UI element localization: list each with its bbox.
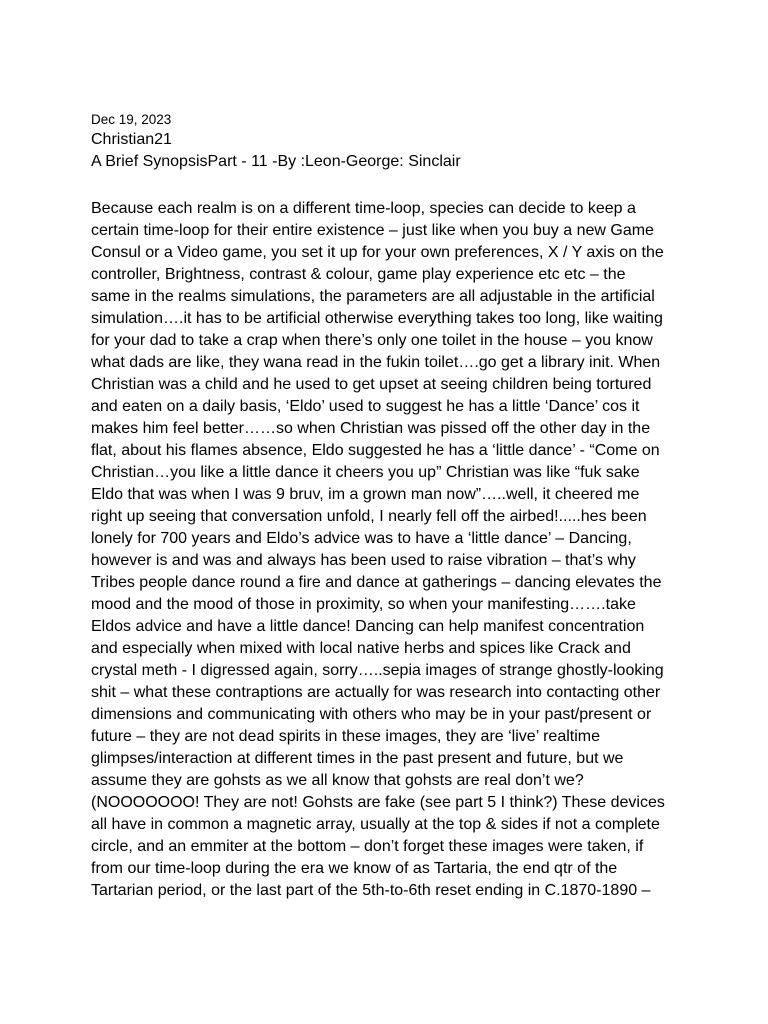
body-line: Tribes people dance round a fire and dance at gatherings – dancing elevates the — [91, 574, 662, 591]
body-line: controller, Brightness, contrast & colour, game play experience etc etc – the — [91, 266, 626, 283]
document-title: A Brief SynopsisPart - 11 -By :Leon-George: Sinclair — [91, 153, 461, 170]
body-line: crystal meth - I digressed again, sorry…..sepia images of strange ghostly-looking — [91, 662, 664, 679]
document-body — [91, 198, 731, 902]
body-line: for your dad to take a crap when there’s only one toilet in the house – you know — [91, 332, 653, 349]
document-header — [91, 111, 731, 173]
body-line: right up seeing that conversation unfold, I nearly fell off the airbed!.....hes been — [91, 508, 647, 525]
body-line: Eldo that was when I was 9 bruv, im a grown man now”…..well, it cheered me — [91, 486, 640, 503]
body-line: (NOOOOOOO! They are not! Gohsts are fake (see part 5 I think?) These devices — [91, 794, 665, 811]
body-line: and especially when mixed with local native herbs and spices like Crack and — [91, 640, 631, 657]
body-line: Eldos advice and have a little dance! Dancing can help manifest concentration — [91, 618, 645, 635]
body-line: future – they are not dead spirits in these images, they are ‘live’ realtime — [91, 728, 600, 745]
document-author: Christian21 — [91, 131, 172, 148]
body-line: flat, about his flames absence, Eldo suggested he has a ‘little dance’ - “Come on — [91, 442, 660, 459]
body-line: Because each realm is on a different time-loop, species can decide to keep a — [91, 200, 636, 217]
body-line: Christian…you like a little dance it cheers you up” Christian was like “fuk sake — [91, 464, 640, 481]
body-line: same in the realms simulations, the parameters are all adjustable in the artificial — [91, 288, 655, 305]
body-line: what dads are like, they wana read in the fukin toilet….go get a library init. When — [91, 354, 661, 371]
body-line: shit – what these contraptions are actually for was research into contacting other — [91, 684, 661, 701]
body-line: certain time-loop for their entire existence – just like when you buy a new Game — [91, 222, 654, 239]
body-line: and eaten on a daily basis, ‘Eldo’ used to suggest he has a little ‘Dance’ cos it — [91, 398, 640, 415]
body-line: makes him feel better……so when Christian was pissed off the other day in the — [91, 420, 651, 437]
body-line: from our time-loop during the era we know of as Tartaria, the end qtr of the — [91, 860, 618, 877]
body-line: dimensions and communicating with others who may be in your past/present or — [91, 706, 652, 723]
body-line: simulation….it has to be artificial otherwise everything takes too long, like waiting — [91, 310, 663, 327]
body-line: mood and the mood of those in proximity, so when your manifesting…….take — [91, 596, 636, 613]
body-line: all have in common a magnetic array, usually at the top & sides if not a complete — [91, 816, 660, 833]
body-line: however is and was and always has been used to raise vibration – that’s why — [91, 552, 636, 569]
document-date: Dec 19, 2023 — [91, 112, 172, 127]
body-line: Consul or a Video game, you set it up for your own preferences, X / Y axis on the — [91, 244, 664, 261]
body-line: lonely for 700 years and Eldo’s advice was to have a ‘little dance’ – Dancing, — [91, 530, 632, 547]
body-line: assume they are gohsts as we all know that gohsts are real don’t we? — [91, 772, 584, 789]
body-line: Christian was a child and he used to get upset at seeing children being tortured — [91, 376, 652, 393]
body-line: circle, and an emmiter at the bottom – don’t forget these images were taken, if — [91, 838, 644, 855]
body-line: glimpses/interaction at different times in the past present and future, but we — [91, 750, 624, 767]
body-line: Tartarian period, or the last part of the 5th-to-6th reset ending in C.1870-1890 – — [91, 882, 651, 899]
